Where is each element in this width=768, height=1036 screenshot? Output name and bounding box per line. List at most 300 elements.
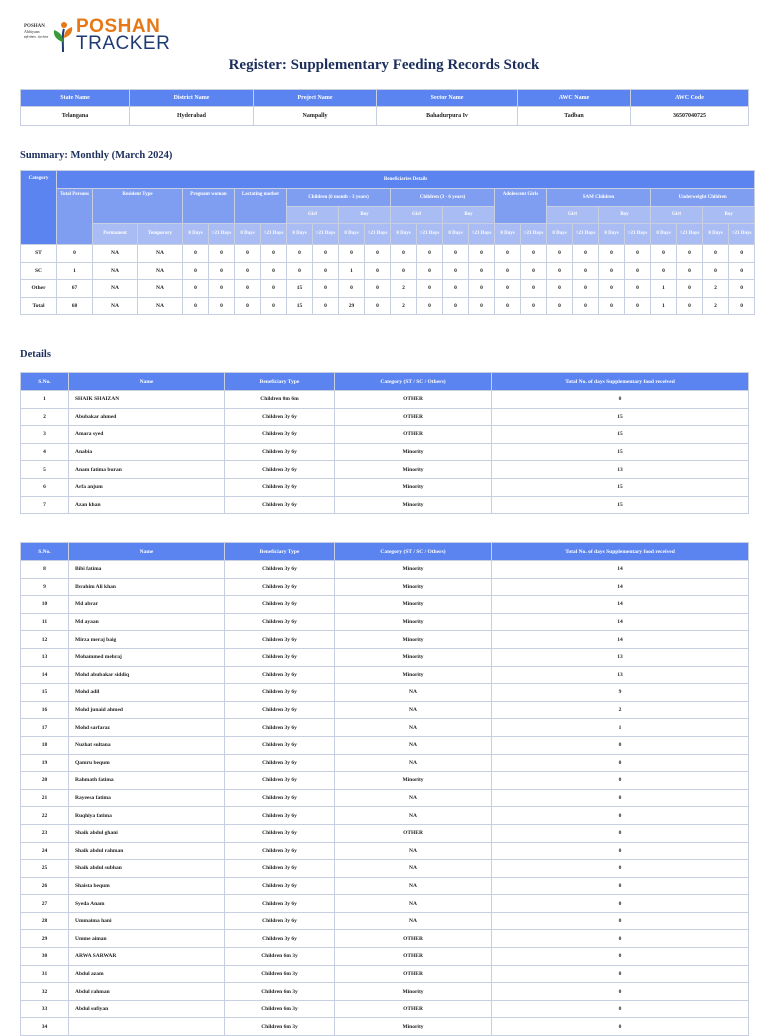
sno-cell: 5 [21,461,69,479]
name-cell: Nuzhat sultana [69,736,225,754]
project-name-value: Nampally [254,107,377,126]
sno-cell: 7 [21,496,69,514]
total-days-cell: 0 [492,391,749,409]
beneficiary-type-cell: Children 3y 6y [225,496,335,514]
beneficiary-type-header: Beneficiary Type [225,373,335,391]
sector-name-value: Bahadurpura Iv [377,107,518,126]
summary-value-cell: 0 [209,245,235,263]
summary-value-cell: 0 [235,280,261,298]
over-21-days-header: >21 Days [261,224,287,245]
name-cell: Shaista bequm [69,877,225,895]
name-cell: Shaik abdul subhan [69,860,225,878]
sno-cell: 11 [21,613,69,631]
table-row [21,754,749,772]
summary-value-cell: 0 [677,280,703,298]
summary-value-cell: 0 [57,245,93,263]
summary-value-cell: NA [138,262,183,280]
name-cell: Abdul azam [69,965,225,983]
table-row [21,772,749,790]
table-row [21,1000,749,1018]
sno-cell: 34 [21,1018,69,1036]
total-days-cell: 15 [492,443,749,461]
category-cell: Minority [335,561,492,579]
table-row [21,613,749,631]
name-cell: Mohd sarfaraz [69,719,225,737]
category-cell: Minority [335,461,492,479]
summary-value-cell: 0 [521,262,547,280]
plant-icon [50,20,76,54]
sno-cell: 3 [21,426,69,444]
table-row [21,578,749,596]
resident-type-header: Resident Type [93,189,183,224]
info-header-row [21,90,749,107]
table-row [21,807,749,825]
lactating-mother-header: Lactating mother [235,189,287,224]
total-days-cell: 0 [492,912,749,930]
summary-value-cell: 0 [209,280,235,298]
category-cell: NA [335,912,492,930]
summary-value-cell: NA [138,245,183,263]
boy-header: Boy [339,207,391,224]
project-name-header: Project Name [254,90,377,107]
beneficiary-type-cell: Children 3y 6y [225,478,335,496]
zero-days-header: 0 Days [391,224,417,245]
summary-value-cell: 15 [287,297,313,315]
over-21-days-header: >21 Days [729,224,755,245]
district-name-value: Hyderabad [130,107,254,126]
beneficiary-type-cell: Children 6m 3y [225,948,335,966]
summary-value-cell: 68 [57,297,93,315]
sno-cell: 32 [21,983,69,1001]
summary-value-cell: NA [138,297,183,315]
name-cell: Syeda Anam [69,895,225,913]
beneficiary-type-header: Beneficiary Type [225,543,335,561]
table-row [21,912,749,930]
total-days-cell: 0 [492,754,749,772]
sno-cell: 33 [21,1000,69,1018]
total-days-cell: 0 [492,965,749,983]
summary-value-cell: 0 [365,297,391,315]
over-21-days-header: >21 Days [365,224,391,245]
total-days-cell: 0 [492,824,749,842]
sno-cell: 2 [21,408,69,426]
category-cell: OTHER [335,1000,492,1018]
sno-cell: 31 [21,965,69,983]
beneficiary-type-cell: Children 3y 6y [225,631,335,649]
summary-value-cell: 0 [469,280,495,298]
summary-category-cell: ST [21,245,57,263]
total-days-cell: 0 [492,877,749,895]
sno-cell: 24 [21,842,69,860]
summary-value-cell: 0 [495,245,521,263]
total-days-cell: 14 [492,578,749,596]
summary-value-cell: 0 [677,262,703,280]
total-days-cell: 13 [492,648,749,666]
table-row [21,496,749,514]
category-cell: NA [335,701,492,719]
table-row [21,461,749,479]
summary-value-cell: 1 [651,297,677,315]
summary-value-cell: 0 [235,245,261,263]
summary-value-cell: 0 [209,262,235,280]
summary-value-cell: 0 [313,262,339,280]
beneficiary-type-cell: Children 3y 6y [225,461,335,479]
beneficiary-type-cell: Children 3y 6y [225,807,335,825]
sno-cell: 15 [21,684,69,702]
category-cell: Minority [335,1018,492,1036]
summary-value-cell: 0 [703,262,729,280]
sno-cell: 21 [21,789,69,807]
summary-value-cell: 1 [339,262,365,280]
sno-cell: 29 [21,930,69,948]
category-cell: NA [335,684,492,702]
summary-value-cell: 2 [703,297,729,315]
total-days-cell: 13 [492,461,749,479]
details-header-row [21,543,749,561]
summary-value-cell: 1 [651,280,677,298]
beneficiary-type-cell: Children 3y 6y [225,754,335,772]
total-days-cell: 0 [492,807,749,825]
table-row [21,648,749,666]
name-cell: Ummaima hani [69,912,225,930]
table-row [21,895,749,913]
summary-value-cell: 67 [57,280,93,298]
boy-header: Boy [703,207,755,224]
summary-value-cell: 0 [521,280,547,298]
summary-value-cell: 0 [729,262,755,280]
over-21-days-header: >21 Days [677,224,703,245]
name-cell: Ibrahim Ali khan [69,578,225,596]
total-days-cell: 14 [492,561,749,579]
total-days-cell: 0 [492,860,749,878]
summary-value-cell: 0 [339,280,365,298]
sno-cell: 26 [21,877,69,895]
sam-children-header: SAM Children [547,189,651,207]
beneficiary-type-cell: Children 3y 6y [225,666,335,684]
summary-value-cell: 0 [729,297,755,315]
summary-value-cell: 0 [365,262,391,280]
category-cell: NA [335,842,492,860]
table-row [21,561,749,579]
table-row [21,930,749,948]
table-row [21,877,749,895]
table-row [21,860,749,878]
summary-value-cell: 0 [365,245,391,263]
summary-value-cell: 0 [729,280,755,298]
summary-value-cell: 0 [417,262,443,280]
summary-category-cell: SC [21,262,57,280]
category-cell: Minority [335,613,492,631]
name-header: Name [69,373,225,391]
summary-value-cell: 0 [599,297,625,315]
summary-value-cell: 0 [183,262,209,280]
total-days-cell: 15 [492,426,749,444]
summary-value-cell: 0 [209,297,235,315]
table-row [21,666,749,684]
summary-value-cell: 0 [417,280,443,298]
summary-value-cell: 0 [261,262,287,280]
category-cell: OTHER [335,408,492,426]
total-days-cell: 1 [492,719,749,737]
table-row [21,719,749,737]
details-table-2 [20,542,749,1036]
beneficiary-type-cell: Children 3y 6y [225,895,335,913]
zero-days-header: 0 Days [235,224,261,245]
name-cell: ARWA SARWAR [69,948,225,966]
summary-value-cell: 29 [339,297,365,315]
sno-cell: 23 [21,824,69,842]
total-days-header: Total No. of days Supplementary food received [492,543,749,561]
summary-value-cell: 0 [183,297,209,315]
category-header: Category [21,171,57,245]
category-cell: Minority [335,496,492,514]
summary-value-cell: 0 [651,262,677,280]
category-cell: NA [335,789,492,807]
total-days-cell: 15 [492,496,749,514]
beneficiary-type-cell: Children 0m 6m [225,391,335,409]
beneficiary-type-cell: Children 3y 6y [225,596,335,614]
name-cell: Arfa anjum [69,478,225,496]
sno-cell: 22 [21,807,69,825]
sno-cell: 9 [21,578,69,596]
sno-cell: 16 [21,701,69,719]
girl-header: Girl [547,207,599,224]
summary-value-cell: 0 [417,297,443,315]
beneficiary-type-cell: Children 3y 6y [225,736,335,754]
summary-value-cell: 0 [677,297,703,315]
awc-name-value: Tadban [518,107,631,126]
state-name-value: Telangana [21,107,130,126]
summary-value-cell: 0 [573,280,599,298]
total-days-cell: 2 [492,701,749,719]
category-cell: OTHER [335,965,492,983]
summary-category-cell: Other [21,280,57,298]
over-21-days-header: >21 Days [521,224,547,245]
district-name-header: District Name [130,90,254,107]
beneficiary-type-cell: Children 3y 6y [225,561,335,579]
sno-cell: 30 [21,948,69,966]
summary-value-cell: 0 [703,245,729,263]
category-cell: Minority [335,772,492,790]
category-header: Category (ST / SC / Others) [335,373,492,391]
summary-heading: Summary: Monthly (March 2024) [20,150,173,161]
table-row [21,824,749,842]
summary-value-cell: NA [138,280,183,298]
summary-value-cell: 0 [417,245,443,263]
total-days-cell: 0 [492,948,749,966]
summary-value-cell: 0 [599,262,625,280]
total-days-cell: 0 [492,930,749,948]
summary-value-cell: 0 [235,262,261,280]
name-cell: Bibi fatima [69,561,225,579]
summary-value-cell: 0 [495,262,521,280]
summary-header-row-4 [21,224,755,245]
name-header: Name [69,543,225,561]
name-cell: Abdul rahman [69,983,225,1001]
sno-cell: 8 [21,561,69,579]
page-title: Register: Supplementary Feeding Records Stock [228,57,540,73]
summary-value-cell: 0 [573,262,599,280]
summary-value-cell: 0 [443,245,469,263]
total-days-cell: 0 [492,983,749,1001]
pregnant-woman-header: Pregnant woman [183,189,235,224]
name-cell: Qamru bequm [69,754,225,772]
table-row [21,478,749,496]
beneficiary-type-cell: Children 3y 6y [225,912,335,930]
name-cell: Abdul sufiyan [69,1000,225,1018]
summary-value-cell: 0 [651,245,677,263]
summary-value-cell: 0 [547,245,573,263]
total-days-cell: 13 [492,666,749,684]
beneficiary-type-cell: Children 3y 6y [225,443,335,461]
summary-value-cell: NA [93,245,138,263]
beneficiary-type-cell: Children 3y 6y [225,578,335,596]
total-days-cell: 14 [492,613,749,631]
summary-value-cell: 0 [261,297,287,315]
over-21-days-header: >21 Days [209,224,235,245]
sno-header: S.No. [21,543,69,561]
category-cell: NA [335,860,492,878]
summary-value-cell: 0 [625,297,651,315]
sno-header: S.No. [21,373,69,391]
category-cell: NA [335,719,492,737]
summary-value-cell: 0 [521,245,547,263]
beneficiary-type-cell: Children 3y 6y [225,719,335,737]
over-21-days-header: >21 Days [469,224,495,245]
category-cell: Minority [335,631,492,649]
children-3-6y-header: Children (3 - 6 years) [391,189,495,207]
total-days-cell: 0 [492,736,749,754]
zero-days-header: 0 Days [599,224,625,245]
total-days-cell: 0 [492,1018,749,1036]
table-row [21,631,749,649]
name-cell: Md abrar [69,596,225,614]
beneficiary-type-cell: Children 3y 6y [225,648,335,666]
beneficiaries-details-header: Beneficiaries Details [57,171,755,189]
summary-value-cell: 0 [339,245,365,263]
table-row [21,426,749,444]
awc-name-header: AWC Name [518,90,631,107]
info-value-row [21,107,749,126]
total-days-cell: 0 [492,772,749,790]
beneficiary-type-cell: Children 3y 6y [225,684,335,702]
summary-value-cell: 15 [287,280,313,298]
name-cell: Rayeesa fatima [69,789,225,807]
name-cell: Amara syed [69,426,225,444]
total-days-cell: 0 [492,842,749,860]
total-days-cell: 0 [492,1000,749,1018]
name-cell: Md ayaan [69,613,225,631]
sector-name-header: Sector Name [377,90,518,107]
total-days-cell: 0 [492,895,749,913]
over-21-days-header: >21 Days [573,224,599,245]
details-heading: Details [20,349,51,360]
category-cell: NA [335,736,492,754]
name-cell [69,1018,225,1036]
category-header: Category (ST / SC / Others) [335,543,492,561]
table-row [21,965,749,983]
name-cell: Mohammed mehraj [69,648,225,666]
beneficiary-type-cell: Children 3y 6y [225,860,335,878]
table-row [21,1018,749,1036]
summary-value-cell: 0 [625,262,651,280]
permanent-header: Permanent [93,224,138,245]
summary-value-cell: 0 [183,280,209,298]
category-cell: NA [335,877,492,895]
category-cell: Minority [335,983,492,1001]
table-row [21,443,749,461]
summary-value-cell: NA [93,280,138,298]
summary-value-cell: 0 [391,245,417,263]
summary-value-cell: 2 [391,280,417,298]
temporary-header: Temporary [138,224,183,245]
summary-value-cell: 2 [391,297,417,315]
sno-cell: 10 [21,596,69,614]
summary-value-cell: 0 [547,280,573,298]
summary-value-cell: 0 [495,280,521,298]
category-cell: Minority [335,596,492,614]
name-cell: Ruqhiya fatima [69,807,225,825]
category-cell: OTHER [335,426,492,444]
summary-value-cell: 0 [729,245,755,263]
sno-cell: 17 [21,719,69,737]
summary-value-cell: 0 [391,262,417,280]
summary-value-cell: 0 [599,245,625,263]
table-row [21,391,749,409]
summary-value-cell: 0 [521,297,547,315]
summary-value-cell: 1 [57,262,93,280]
sno-cell: 20 [21,772,69,790]
summary-row [21,297,755,315]
total-days-cell: 14 [492,596,749,614]
category-cell: OTHER [335,930,492,948]
girl-header: Girl [651,207,703,224]
table-row [21,948,749,966]
summary-row [21,245,755,263]
name-cell: SHAIK SHAIZAN [69,391,225,409]
name-cell: Mohd adil [69,684,225,702]
summary-value-cell: 0 [313,245,339,263]
summary-value-cell: 0 [443,262,469,280]
summary-value-cell: 0 [235,297,261,315]
table-row [21,684,749,702]
name-cell: Mohd abubakar siddiq [69,666,225,684]
category-cell: NA [335,754,492,772]
summary-row [21,280,755,298]
total-days-cell: 15 [492,478,749,496]
summary-value-cell: 0 [469,245,495,263]
zero-days-header: 0 Days [495,224,521,245]
summary-header-row-2 [21,189,755,207]
beneficiary-type-cell: Children 3y 6y [225,824,335,842]
summary-value-cell: 0 [183,245,209,263]
sno-cell: 28 [21,912,69,930]
category-cell: OTHER [335,824,492,842]
name-cell: Azan khan [69,496,225,514]
summary-value-cell: 0 [573,245,599,263]
sno-cell: 25 [21,860,69,878]
girl-header: Girl [391,207,443,224]
zero-days-header: 0 Days [547,224,573,245]
beneficiary-type-cell: Children 3y 6y [225,789,335,807]
boy-header: Boy [599,207,651,224]
details-header-row [21,373,749,391]
summary-value-cell: 0 [495,297,521,315]
zero-days-header: 0 Days [183,224,209,245]
summary-value-cell: 0 [313,297,339,315]
beneficiary-type-cell: Children 3y 6y [225,613,335,631]
category-cell: Minority [335,478,492,496]
